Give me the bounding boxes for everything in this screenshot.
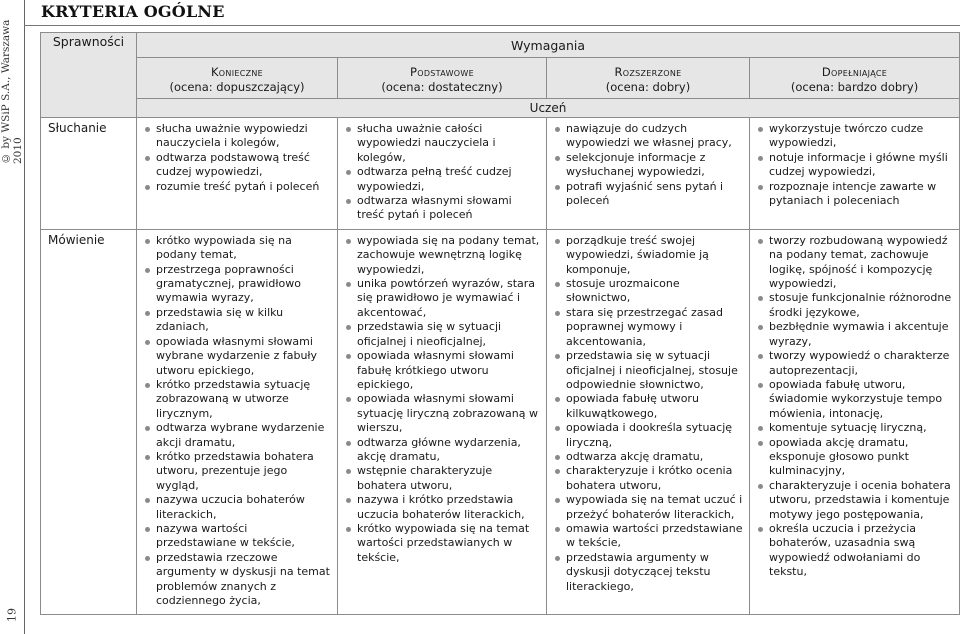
page-number: 19 — [5, 608, 19, 622]
list-item: określa uczucia i przeżycia bohaterów, uzasadnia swą wypowiedź odwołaniami do tekstu, — [756, 522, 953, 580]
skills-header-label: Sprawności — [52, 33, 125, 49]
list-item: odtwarza akcję dramatu, — [553, 450, 743, 464]
list-item: nazywa uczucia bohaterów literackich, — [143, 493, 331, 522]
list-item: krótko wypowiada się na podany temat, — [143, 234, 331, 263]
requirements-cell — [137, 118, 338, 230]
criteria-table — [40, 32, 960, 615]
skill-label: Mówienie — [41, 229, 137, 615]
list-item: opowiada własnymi słowami fabułę krótkiego utworu epickiego, — [344, 349, 540, 392]
table-row-sluchanie — [41, 118, 960, 230]
list-item: przedstawia się w sytuacji oficjalnej i nieoficjalnej, — [344, 320, 540, 349]
list-item: rozumie treść pytań i poleceń — [143, 180, 331, 194]
level-grade: (ocena: bardzo dobry) — [790, 80, 919, 94]
level-name: Podstawowe — [410, 65, 474, 79]
requirements-cell — [338, 118, 547, 230]
list-item: krótko wypowiada się na temat wartości przedstawianych w tekście, — [344, 522, 540, 565]
level-header-podstawowe — [338, 58, 547, 99]
list-item: unika powtórzeń wyrazów, stara się prawidłowo je wymawiać i akcentować, — [344, 277, 540, 320]
list-item: opowiada akcję dramatu, eksponuje głosowo punkt kulminacyjny, — [756, 436, 953, 479]
list-item: krótko przedstawia bohatera utworu, prezentuje jego wygląd, — [143, 450, 331, 493]
page-title: KRYTERIA OGÓLNE — [41, 2, 225, 21]
list-item: przedstawia rzeczowe argumenty w dyskusji na temat problemów znanych z codziennego życia, — [143, 551, 331, 609]
list-item: odtwarza podstawową treść cudzej wypowiedzi, — [143, 151, 331, 180]
list-item: opowiada i dookreśla sytuację liryczną, — [553, 421, 743, 450]
list-item: opowiada fabułę utworu kilkuwątkowego, — [553, 392, 743, 421]
requirements-cell — [547, 118, 750, 230]
list-item: słucha uważnie całości wypowiedzi nauczyciela i kolegów, — [344, 122, 540, 165]
list-item: wykorzystuje twórczo cudze wypowiedzi, — [756, 122, 953, 151]
level-name: Konieczne — [210, 65, 264, 79]
skill-label: Słuchanie — [41, 118, 137, 230]
list-item: bezbłędnie wymawia i akcentuje wyrazy, — [756, 320, 953, 349]
list-item: selekcjonuje informacje z wysłuchanej wypowiedzi, — [553, 151, 743, 180]
level-name: Dopełniające — [821, 65, 888, 79]
student-header: Uczeń — [137, 99, 960, 118]
level-header-rozszerzone — [547, 58, 750, 99]
table-row-mowienie — [41, 229, 960, 615]
list-item: charakteryzuje i krótko ocenia bohatera utworu, — [553, 464, 743, 493]
requirements-cell — [547, 229, 750, 615]
list-item: charakteryzuje i ocenia bohatera utworu, przedstawia i komentuje motywy jego postępowania, — [756, 479, 953, 522]
list-item: przedstawia argumenty w dyskusji dotyczącej tekstu literackiego, — [553, 551, 743, 594]
skills-column-header — [41, 33, 137, 118]
list-item: rozpoznaje intencje zawarte w pytaniach i poleceniach — [756, 180, 953, 209]
side-strip — [0, 0, 25, 634]
list-item: notuje informacje i główne myśli cudzej wypowiedzi, — [756, 151, 953, 180]
list-item: tworzy rozbudowaną wypowiedź na podany temat, zachowuje logikę, spójność i kompozycję wypowiedzi, — [756, 234, 953, 292]
list-item: wstępnie charakteryzuje bohatera utworu, — [344, 464, 540, 493]
requirements-cell — [137, 229, 338, 615]
level-grade: (ocena: dobry) — [605, 80, 691, 94]
title-rule — [24, 25, 960, 26]
level-header-dopelniajace — [750, 58, 960, 99]
list-item: stosuje urozmaicone słownictwo, — [553, 277, 743, 306]
requirements-header: Wymagania — [137, 33, 960, 58]
level-grade: (ocena: dostateczny) — [381, 80, 503, 94]
list-item: przestrzega poprawności gramatycznej, prawidłowo wymawia wyrazy, — [143, 263, 331, 306]
list-item: opowiada własnymi słowami wybrane wydarzenie z fabuły utworu epickiego, — [143, 335, 331, 378]
level-header-konieczne — [137, 58, 338, 99]
list-item: wypowiada się na podany temat, zachowuje wewnętrzną logikę wypowiedzi, — [344, 234, 540, 277]
list-item: omawia wartości przedstawiane w tekście, — [553, 522, 743, 551]
list-item: słucha uważnie wypowiedzi nauczyciela i kolegów, — [143, 122, 331, 151]
list-item: stosuje funkcjonalnie różnorodne środki językowe, — [756, 291, 953, 320]
list-item: tworzy wypowiedź o charakterze autoprezentacji, — [756, 349, 953, 378]
copyright-notice: © by WSiP S.A., Warszawa 2010 — [0, 19, 24, 164]
list-item: odtwarza własnymi słowami treść pytań i poleceń — [344, 194, 540, 223]
list-item: opowiada własnymi słowami sytuację liryczną zobrazowaną w wierszu, — [344, 392, 540, 435]
level-grade: (ocena: dopuszczający) — [169, 80, 305, 94]
level-name: Rozszerzone — [614, 65, 682, 79]
list-item: odtwarza wybrane wydarzenie akcji dramatu, — [143, 421, 331, 450]
list-item: komentuje sytuację liryczną, — [756, 421, 953, 435]
list-item: wypowiada się na temat uczuć i przeżyć bohaterów literackich, — [553, 493, 743, 522]
list-item: nazywa i krótko przedstawia uczucia bohaterów literackich, — [344, 493, 540, 522]
requirements-cell — [750, 229, 960, 615]
list-item: nawiązuje do cudzych wypowiedzi we własnej pracy, — [553, 122, 743, 151]
requirements-cell — [338, 229, 547, 615]
list-item: nazywa wartości przedstawiane w tekście, — [143, 522, 331, 551]
list-item: odtwarza pełną treść cudzej wypowiedzi, — [344, 165, 540, 194]
list-item: stara się przestrzegać zasad poprawnej wymowy i akcentowania, — [553, 306, 743, 349]
list-item: krótko przedstawia sytuację zobrazowaną w utworze lirycznym, — [143, 378, 331, 421]
list-item: przedstawia się w sytuacji oficjalnej i nieoficjalnej, stosuje odpowiednie słownictwo, — [553, 349, 743, 392]
requirements-cell — [750, 118, 960, 230]
list-item: potrafi wyjaśnić sens pytań i poleceń — [553, 180, 743, 209]
list-item: opowiada fabułę utworu, świadomie wykorzystuje tempo mówienia, intonację, — [756, 378, 953, 421]
list-item: odtwarza główne wydarzenia, akcję dramatu, — [344, 436, 540, 465]
list-item: porządkuje treść swojej wypowiedzi, świadomie ją komponuje, — [553, 234, 743, 277]
list-item: przedstawia się w kilku zdaniach, — [143, 306, 331, 335]
